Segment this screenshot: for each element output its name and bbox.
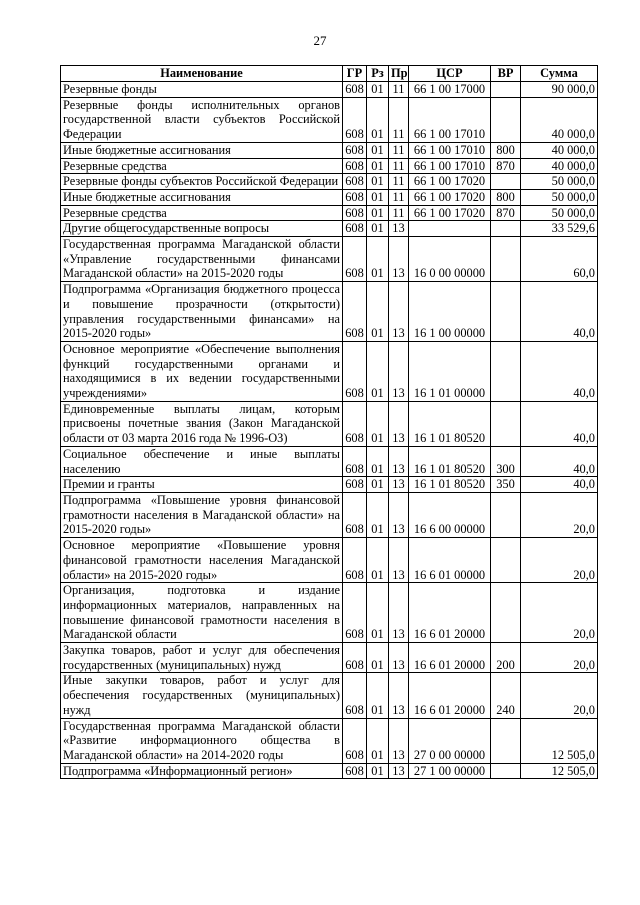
cell-name: Премии и гранты (61, 477, 343, 493)
cell-gr: 608 (343, 142, 367, 158)
column-header-name: Наименование (61, 66, 343, 82)
cell-vr (491, 718, 521, 763)
cell-name: Государственная программа Магаданской области «Развитие информационного общества в Магаданской области» на 2014-2020 годы (61, 718, 343, 763)
table-row (61, 763, 598, 779)
table-row (61, 142, 598, 158)
cell-gr: 608 (343, 82, 367, 98)
cell-pr: 11 (389, 205, 409, 221)
cell-pr: 11 (389, 82, 409, 98)
cell-vr: 240 (491, 673, 521, 718)
cell-pr: 11 (389, 189, 409, 205)
cell-csr: 16 0 00 00000 (409, 237, 491, 282)
cell-pr: 13 (389, 643, 409, 673)
cell-pr: 11 (389, 97, 409, 142)
cell-csr: 66 1 00 17020 (409, 189, 491, 205)
cell-name: Подпрограмма «Информационный регион» (61, 763, 343, 779)
cell-vr (491, 401, 521, 446)
cell-pr: 13 (389, 763, 409, 779)
cell-sum: 20,0 (521, 538, 598, 583)
cell-pr: 13 (389, 718, 409, 763)
cell-vr: 200 (491, 643, 521, 673)
cell-sum: 20,0 (521, 643, 598, 673)
cell-vr (491, 82, 521, 98)
cell-gr: 608 (343, 718, 367, 763)
cell-sum: 40,0 (521, 477, 598, 493)
cell-rz: 01 (367, 763, 389, 779)
table-row (61, 82, 598, 98)
cell-name: Иные закупки товаров, работ и услуг для обеспечения государственных (муниципальных) нужд (61, 673, 343, 718)
cell-gr: 608 (343, 189, 367, 205)
cell-rz: 01 (367, 673, 389, 718)
cell-pr: 13 (389, 538, 409, 583)
cell-name: Государственная программа Магаданской области «Управление государственными финансами Магаданской области» на 2015-2020 годы (61, 237, 343, 282)
cell-rz: 01 (367, 221, 389, 237)
cell-name: Резервные фонды (61, 82, 343, 98)
column-header-pr: Пр (389, 66, 409, 82)
cell-sum: 33 529,6 (521, 221, 598, 237)
cell-rz: 01 (367, 643, 389, 673)
cell-csr: 27 0 00 00000 (409, 718, 491, 763)
column-header-rz: Рз (367, 66, 389, 82)
cell-vr (491, 174, 521, 190)
cell-csr: 16 1 00 00000 (409, 282, 491, 342)
table-row (61, 97, 598, 142)
cell-rz: 01 (367, 205, 389, 221)
cell-sum: 20,0 (521, 583, 598, 643)
cell-csr: 16 6 00 00000 (409, 492, 491, 537)
table-row (61, 673, 598, 718)
cell-pr: 13 (389, 446, 409, 476)
cell-sum: 12 505,0 (521, 718, 598, 763)
cell-name: Единовременные выплаты лицам, которым присвоены почетные звания (Закон Магаданской области от 03 марта 2016 года № 1996-ОЗ) (61, 401, 343, 446)
cell-gr: 608 (343, 538, 367, 583)
cell-sum: 40 000,0 (521, 97, 598, 142)
cell-gr: 608 (343, 673, 367, 718)
cell-name: Резервные средства (61, 205, 343, 221)
cell-sum: 12 505,0 (521, 763, 598, 779)
cell-sum: 40,0 (521, 341, 598, 401)
table-row (61, 158, 598, 174)
cell-vr: 300 (491, 446, 521, 476)
cell-rz: 01 (367, 583, 389, 643)
cell-vr: 800 (491, 189, 521, 205)
cell-sum: 50 000,0 (521, 205, 598, 221)
cell-name: Подпрограмма «Повышение уровня финансовой грамотности населения в Магаданской области» на 2015-2020 годы» (61, 492, 343, 537)
cell-pr: 13 (389, 583, 409, 643)
cell-csr: 16 1 01 80520 (409, 401, 491, 446)
cell-vr (491, 763, 521, 779)
cell-csr: 16 6 01 00000 (409, 538, 491, 583)
cell-csr: 16 6 01 20000 (409, 673, 491, 718)
table-row (61, 341, 598, 401)
cell-sum: 20,0 (521, 673, 598, 718)
cell-csr: 66 1 00 17000 (409, 82, 491, 98)
cell-gr: 608 (343, 237, 367, 282)
cell-sum: 50 000,0 (521, 174, 598, 190)
table-row (61, 401, 598, 446)
table-row (61, 538, 598, 583)
cell-csr: 16 1 01 00000 (409, 341, 491, 401)
cell-csr (409, 221, 491, 237)
cell-name: Основное мероприятие «Повышение уровня финансовой грамотности населения Магаданской области» на 2015-2020 годы» (61, 538, 343, 583)
cell-rz: 01 (367, 237, 389, 282)
cell-vr (491, 237, 521, 282)
cell-name: Организация, подготовка и издание информационных материалов, направленных на повышение финансовой грамотности населения в Магаданской области (61, 583, 343, 643)
cell-sum: 90 000,0 (521, 82, 598, 98)
cell-csr: 16 1 01 80520 (409, 446, 491, 476)
cell-vr (491, 282, 521, 342)
cell-vr: 870 (491, 205, 521, 221)
table-row (61, 643, 598, 673)
cell-name: Другие общегосударственные вопросы (61, 221, 343, 237)
cell-pr: 13 (389, 477, 409, 493)
cell-rz: 01 (367, 341, 389, 401)
cell-pr: 11 (389, 158, 409, 174)
cell-vr (491, 341, 521, 401)
cell-vr (491, 538, 521, 583)
cell-csr: 16 1 01 80520 (409, 477, 491, 493)
table-row (61, 282, 598, 342)
cell-gr: 608 (343, 401, 367, 446)
cell-pr: 13 (389, 492, 409, 537)
cell-rz: 01 (367, 142, 389, 158)
cell-rz: 01 (367, 282, 389, 342)
column-header-sum: Сумма (521, 66, 598, 82)
cell-csr: 16 6 01 20000 (409, 643, 491, 673)
column-header-gr: ГР (343, 66, 367, 82)
table-body (61, 82, 598, 779)
cell-name: Резервные фонды субъектов Российской Федерации (61, 174, 343, 190)
cell-rz: 01 (367, 538, 389, 583)
cell-pr: 11 (389, 142, 409, 158)
cell-pr: 13 (389, 282, 409, 342)
cell-sum: 50 000,0 (521, 189, 598, 205)
cell-gr: 608 (343, 97, 367, 142)
cell-vr (491, 583, 521, 643)
cell-gr: 608 (343, 341, 367, 401)
table-row (61, 189, 598, 205)
page-number: 27 (313, 33, 327, 48)
cell-name: Иные бюджетные ассигнования (61, 189, 343, 205)
cell-gr: 608 (343, 583, 367, 643)
cell-rz: 01 (367, 158, 389, 174)
cell-sum: 40 000,0 (521, 158, 598, 174)
cell-pr: 13 (389, 237, 409, 282)
cell-name: Основное мероприятие «Обеспечение выполнения функций государственными органами и находящимися в их ведении государственными учреждениями» (61, 341, 343, 401)
cell-sum: 40 000,0 (521, 142, 598, 158)
cell-gr: 608 (343, 205, 367, 221)
cell-rz: 01 (367, 446, 389, 476)
cell-name: Закупка товаров, работ и услуг для обеспечения государственных (муниципальных) нужд (61, 643, 343, 673)
cell-csr: 66 1 00 17010 (409, 97, 491, 142)
table-row (61, 237, 598, 282)
cell-gr: 608 (343, 174, 367, 190)
cell-vr (491, 492, 521, 537)
cell-sum: 40,0 (521, 282, 598, 342)
cell-rz: 01 (367, 492, 389, 537)
table-row (61, 205, 598, 221)
table-row (61, 174, 598, 190)
cell-gr: 608 (343, 158, 367, 174)
cell-gr: 608 (343, 446, 367, 476)
cell-gr: 608 (343, 477, 367, 493)
table-row (61, 221, 598, 237)
budget-table (60, 65, 598, 779)
cell-pr: 13 (389, 341, 409, 401)
cell-vr: 350 (491, 477, 521, 493)
table-row (61, 718, 598, 763)
cell-rz: 01 (367, 174, 389, 190)
cell-name: Социальное обеспечение и иные выплаты населению (61, 446, 343, 476)
cell-gr: 608 (343, 221, 367, 237)
cell-name: Иные бюджетные ассигнования (61, 142, 343, 158)
table-row (61, 583, 598, 643)
cell-rz: 01 (367, 82, 389, 98)
table-header-row (61, 66, 598, 82)
cell-csr: 66 1 00 17020 (409, 174, 491, 190)
table-row (61, 446, 598, 476)
table-row (61, 477, 598, 493)
cell-rz: 01 (367, 718, 389, 763)
cell-csr: 66 1 00 17010 (409, 142, 491, 158)
cell-gr: 608 (343, 282, 367, 342)
cell-sum: 60,0 (521, 237, 598, 282)
cell-pr: 11 (389, 174, 409, 190)
table-row (61, 492, 598, 537)
cell-csr: 16 6 01 20000 (409, 583, 491, 643)
cell-name: Резервные средства (61, 158, 343, 174)
cell-rz: 01 (367, 189, 389, 205)
cell-gr: 608 (343, 492, 367, 537)
cell-sum: 20,0 (521, 492, 598, 537)
cell-rz: 01 (367, 97, 389, 142)
cell-pr: 13 (389, 401, 409, 446)
cell-gr: 608 (343, 763, 367, 779)
cell-sum: 40,0 (521, 401, 598, 446)
cell-vr (491, 221, 521, 237)
cell-rz: 01 (367, 477, 389, 493)
cell-rz: 01 (367, 401, 389, 446)
cell-csr: 66 1 00 17020 (409, 205, 491, 221)
cell-vr: 870 (491, 158, 521, 174)
cell-vr (491, 97, 521, 142)
cell-name: Подпрограмма «Организация бюджетного процесса и повышение прозрачности (открытости) управления государственными финансами» на 2015-2020 годы» (61, 282, 343, 342)
cell-vr: 800 (491, 142, 521, 158)
cell-csr: 66 1 00 17010 (409, 158, 491, 174)
column-header-csr: ЦСР (409, 66, 491, 82)
column-header-vr: ВР (491, 66, 521, 82)
cell-gr: 608 (343, 643, 367, 673)
cell-pr: 13 (389, 221, 409, 237)
cell-name: Резервные фонды исполнительных органов государственной власти субъектов Российской Федерации (61, 97, 343, 142)
cell-sum: 40,0 (521, 446, 598, 476)
cell-pr: 13 (389, 673, 409, 718)
cell-csr: 27 1 00 00000 (409, 763, 491, 779)
